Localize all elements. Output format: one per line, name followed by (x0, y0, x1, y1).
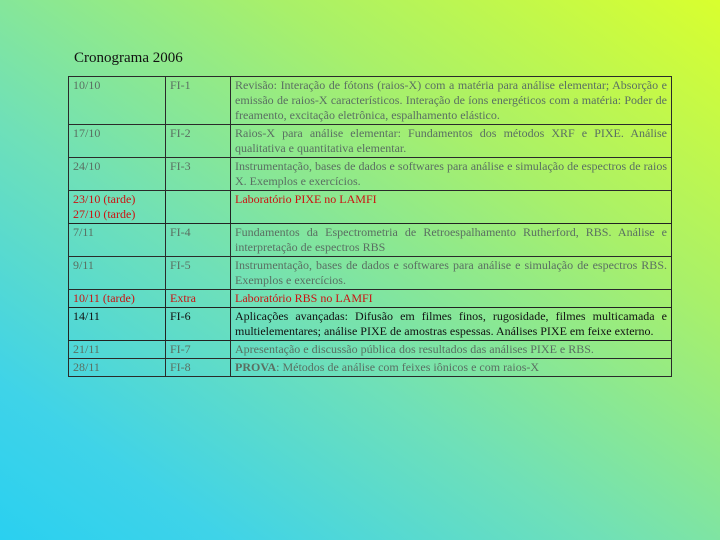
row-date: 21/11 (69, 341, 166, 359)
row-code: FI-1 (166, 77, 231, 125)
table-row (69, 308, 672, 341)
table-row (69, 290, 672, 308)
table-row (69, 224, 672, 257)
row-code: FI-8 (166, 359, 231, 377)
exam-label: PROVA (235, 360, 277, 374)
row-description: Apresentação e discussão pública dos resultados das análises PIXE e RBS. (231, 341, 672, 359)
table-row (69, 125, 672, 158)
row-description: Revisão: Interação de fótons (raios-X) com a matéria para análise elementar; Absorção e emissão de raios-X característicos. Interação de íons energéticos com a matéria: Poder de freamento, excitação eletrônica, espalhamento elástico. (231, 77, 672, 125)
row-description: Laboratório PIXE no LAMFI (231, 191, 672, 224)
table-row (69, 341, 672, 359)
schedule-table (68, 76, 672, 377)
row-date: 7/11 (69, 224, 166, 257)
row-date: 23/10 (tarde) 27/10 (tarde) (69, 191, 166, 224)
row-description: Raios-X para análise elementar: Fundamentos dos métodos XRF e PIXE. Análise qualitativa e quantitativa elementar. (231, 125, 672, 158)
row-description: Laboratório RBS no LAMFI (231, 290, 672, 308)
row-code: FI-6 (166, 308, 231, 341)
table-row (69, 158, 672, 191)
row-code: FI-5 (166, 257, 231, 290)
table-row (69, 257, 672, 290)
row-date: 10/10 (69, 77, 166, 125)
row-description (231, 359, 672, 377)
row-date: 28/11 (69, 359, 166, 377)
row-code: FI-3 (166, 158, 231, 191)
row-date: 24/10 (69, 158, 166, 191)
row-description: Fundamentos da Espectrometria de Retroespalhamento Rutherford, RBS. Análise e interpretação de espectros RBS (231, 224, 672, 257)
row-description: Instrumentação, bases de dados e softwares para análise e simulação de espectros RBS. Exemplos e exercícios. (231, 257, 672, 290)
row-date: 9/11 (69, 257, 166, 290)
page-title: Cronograma 2006 (74, 50, 183, 66)
row-date: 10/11 (tarde) (69, 290, 166, 308)
table-row (69, 191, 672, 224)
table-row (69, 359, 672, 377)
row-date: 17/10 (69, 125, 166, 158)
row-code (166, 191, 231, 224)
row-code: FI-7 (166, 341, 231, 359)
row-code: FI-4 (166, 224, 231, 257)
row-code: FI-2 (166, 125, 231, 158)
table-row (69, 77, 672, 125)
row-description: Aplicações avançadas: Difusão em filmes finos, rugosidade, filmes multicamada e multielementares; análise PIXE de amostras espessas. Análises PIXE em feixe externo. (231, 308, 672, 341)
row-description: Instrumentação, bases de dados e softwares para análise e simulação de espectros de raios X. Exemplos e exercícios. (231, 158, 672, 191)
row-date: 14/11 (69, 308, 166, 341)
exam-description: : Métodos de análise com feixes iônicos e com raios-X (276, 360, 540, 374)
row-code: Extra (166, 290, 231, 308)
